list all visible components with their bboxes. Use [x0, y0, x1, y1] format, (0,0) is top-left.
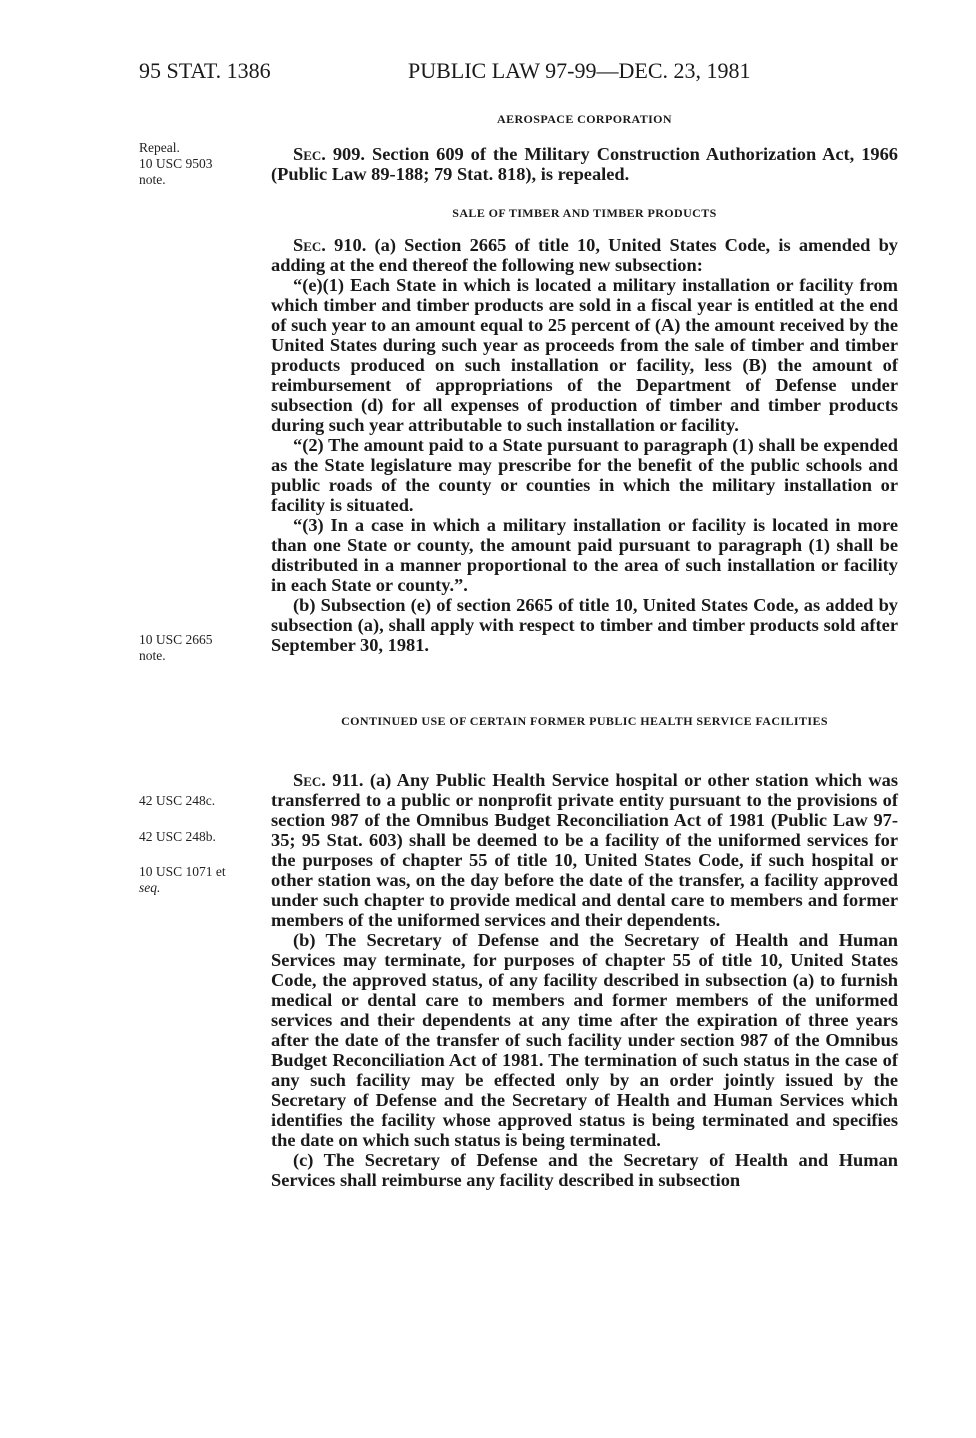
sec-911-a: Sec. 911. (a) Any Public Health Service hospital or other station which was transferred to a public or nonprofit private entity pursuant to the provisions of section 987 of the Omnibus Budget Reconciliation Act of 1981 (Public Law 97-35; 95 Stat. 603) shall be deemed to be a facility of the uniformed services for the purposes of chapter 55 of title 10, United States Code, if such hospital or other station was, on the day before the date of the transfer, a facility approved under such chapter to provide medical and dental care to members and former members of the uniformed services and their dependents.: [271, 770, 898, 930]
sec-910-a: Sec. 910. (a) Section 2665 of title 10, United States Code, is amended by adding at the end thereof the following new subsection:: [271, 235, 898, 275]
section-phs-heading: [271, 712, 898, 730]
sec-910-p2: “(2) The amount paid to a State pursuant to paragraph (1) shall be expended as the State legislature may prescribe for the benefit of the public schools and public roads of the county or counties in which the military installation or facility is situated.: [271, 435, 898, 515]
section-910: [271, 235, 898, 655]
section-timber-heading: [271, 204, 898, 222]
sec-911-b: (b) The Secretary of Defense and the Secretary of Health and Human Services may terminate, for purposes of chapter 55 of title 10, United States Code, the approved status, of any facility described in subsection (a) to furnish medical or dental care to members and former members of the uniformed services and their dependents at any time after the expiration of three years after the date of the transfer of such facility under section 987 of the Omnibus Budget Reconciliation Act of 1981. The termination of such status in the case of any such facility may be effected only by an order jointly issued by the Secretary of Defense and the Secretary of Health and Human Services which identifies the facility whose approved status is being terminated and specifies the date on which such status is being terminated.: [271, 930, 898, 1150]
heading-phs: CONTINUED USE OF CERTAIN FORMER PUBLIC HEALTH SERVICE FACILITIES: [341, 714, 828, 728]
heading-aerospace: AEROSPACE CORPORATION: [497, 112, 672, 126]
section-909: [271, 144, 898, 184]
statute-page-number: 95 STAT. 1386: [139, 58, 271, 83]
sec-911-c: (c) The Secretary of Defense and the Secretary of Health and Human Services shall reimburse any facility described in subsection: [271, 1150, 898, 1190]
sec-910-p3: “(3) In a case in which a military installation or facility is located in more than one State or county, the amount paid pursuant to paragraph (1) shall be distributed in a manner proportional to the area of such installation or facility in each State or county.”.: [271, 515, 898, 595]
section-aerospace: [271, 110, 898, 128]
sec-910-e1: “(e)(1) Each State in which is located a military installation or facility from which timber and timber products are sold in a fiscal year is entitled at the end of such year to an amount equal to 25 percent of (A) the amount received by the United States during such year as proceeds from the sale of timber and timber products produced on such installation or facility, less (B) the amount of reimbursement of appropriations of the Department of Defense under subsection (d) for all expenses of production of timber and timber products during such year attributable to such installation or facility.: [271, 275, 898, 435]
margin-note-1071: 10 USC 1071 et seq.: [139, 864, 226, 895]
margin-note-248c: 42 USC 248c.: [139, 793, 216, 808]
running-head: PUBLIC LAW 97-99—DEC. 23, 1981: [408, 58, 751, 83]
margin-note-248b: 42 USC 248b.: [139, 829, 216, 844]
section-911: [271, 770, 898, 1190]
sec-910-b: (b) Subsection (e) of section 2665 of title 10, United States Code, as added by subsection (a), shall apply with respect to timber and timber products sold after September 30, 1981.: [271, 595, 898, 655]
heading-timber: SALE OF TIMBER AND TIMBER PRODUCTS: [452, 206, 717, 220]
sec-909-text: Sec. 909. Section 609 of the Military Construction Authorization Act, 1966 (Public Law 89-188; 79 Stat. 818), is repealed.: [271, 144, 898, 184]
margin-note-2665: 10 USC 2665 note.: [139, 632, 213, 663]
margin-note-repeal: Repeal. 10 USC 9503 note.: [139, 140, 213, 187]
page-header: [0, 58, 976, 94]
